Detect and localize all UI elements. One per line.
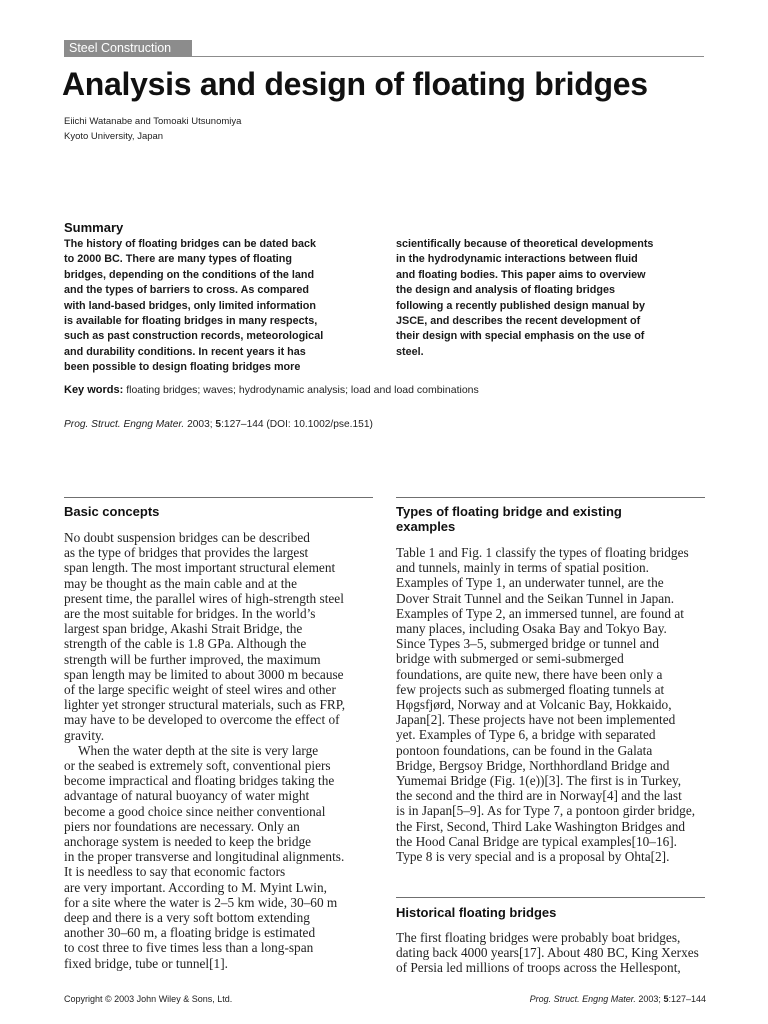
text-line: piers nor foundations are necessary. Only an <box>64 818 300 834</box>
affiliation: Kyoto University, Japan <box>64 131 164 142</box>
text-line: Dover Strait Tunnel and the Seikan Tunnel in Japan. <box>396 590 675 606</box>
historical-body <box>396 930 708 976</box>
text-line: in the proper transverse and longitudinal alignments. <box>64 849 345 865</box>
text-line: become a good choice since neither conventional <box>64 803 326 819</box>
text-line: It is needless to say that economic factors <box>64 864 286 880</box>
text-line: fixed bridge, tube or tunnel[1]. <box>64 955 228 971</box>
citation-journal: Prog. Struct. Engng Mater. <box>64 419 185 430</box>
text-line: Table 1 and Fig. 1 classify the types of floating bridges <box>396 545 689 560</box>
text-line: anchorage system is needed to keep the bridge <box>64 834 312 850</box>
text-line: is in Japan[5–9]. As for Type 7, a pontoon girder bridge, <box>396 803 696 819</box>
text-line: may be thought as the main cable and at the <box>64 575 297 591</box>
text-line: Bridge, Bergsoy Bridge, Northhordland Bridge and <box>396 757 670 773</box>
citation-pages: :127–144 (DOI: 10.1002/pse.151) <box>221 419 373 430</box>
text-line: largest span bridge, Akashi Strait Bridge, the <box>64 621 303 637</box>
summary-heading: Summary <box>64 220 124 235</box>
text-line: may have to be developed to overcome the effect of <box>64 712 340 728</box>
text-line: to cost three to five times less than a long-span <box>64 940 314 956</box>
keywords-text: floating bridges; waves; hydrodynamic analysis; load and load combinations <box>126 384 479 396</box>
text-line: to 2000 BC. There are many types of floating <box>64 253 292 266</box>
text-line: with land-based bridges, only limited information <box>64 299 316 312</box>
summary-left-column <box>64 237 382 376</box>
author-block <box>64 114 241 144</box>
section-tag: Steel Construction <box>64 40 192 57</box>
basic-concepts-heading: Basic concepts <box>64 504 160 519</box>
text-line: deep and there is a very soft bottom extending <box>64 910 310 926</box>
text-line: following a recently published design manual by <box>396 299 645 312</box>
text-line: pontoon foundations, can be found in the Galata <box>396 742 653 758</box>
text-line: steel. <box>396 345 424 358</box>
text-line: or the seabed is extremely soft, conventional piers <box>64 758 331 774</box>
citation-volume: 5 <box>215 419 222 430</box>
text-line: Type 8 is very special and is a proposal by Ohta[2]. <box>396 849 670 865</box>
citation <box>64 419 373 430</box>
text-line: the second and the third are in Norway[4] and the last <box>396 788 682 804</box>
text-line: No doubt suspension bridges can be described <box>64 530 310 545</box>
text-line: gravity. <box>64 727 105 743</box>
text-line: Hφgsfjørd, Norway and at Volcanic Bay, Hokkaido, <box>396 697 672 713</box>
text-line: Examples of Type 2, an immersed tunnel, are found at <box>396 605 684 621</box>
text-line: is available for floating bridges in many respects, <box>64 315 318 328</box>
text-line: examples <box>396 519 456 534</box>
header-rule <box>64 56 704 57</box>
text-line: Since Types 3–5, submerged bridge or tunnel and <box>396 636 659 652</box>
text-line: yet. Examples of Type 6, a bridge with separated <box>396 727 656 743</box>
keywords-label: Key words: <box>64 384 124 396</box>
footer-volume: 5 <box>663 994 669 1004</box>
text-line: The first floating bridges were probably boat bridges, <box>396 930 681 945</box>
footer-journal: Prog. Struct. Engng Mater. <box>529 994 636 1004</box>
text-line: foundations, are quite new, there have been only a <box>396 666 663 682</box>
text-line: dating back 4000 years[17]. About 480 BC, King Xerxes <box>396 945 699 961</box>
text-line: the design and analysis of floating bridges <box>396 284 615 297</box>
text-line: and tunnels, mainly in terms of spatial position. <box>396 560 649 576</box>
text-line: in the hydrodynamic interactions between fluid <box>396 253 638 266</box>
authors: Eiichi Watanabe and Tomoaki Utsunomiya <box>64 116 242 127</box>
footer-copyright: Copyright © 2003 John Wiley & Sons, Ltd. <box>64 994 233 1004</box>
text-line: another 30–60 m, a floating bridge is estimated <box>64 925 316 941</box>
text-line: present time, the parallel wires of high-strength steel <box>64 590 344 606</box>
text-line: such as past construction records, meteorological <box>64 330 324 343</box>
footer-pages: :127–144 <box>668 994 706 1004</box>
text-line: span length may be limited to about 3000 m because <box>64 666 344 682</box>
right-column-rule-2 <box>396 897 705 898</box>
basic-concepts-paragraph-2 <box>64 743 376 971</box>
text-line: as the type of bridges that provides the largest <box>64 545 309 561</box>
text-line: bridges, depending on the conditions of the land <box>64 268 315 281</box>
text-line: JSCE, and describes the recent development of <box>396 315 641 328</box>
text-line: span length. The most important structural element <box>64 560 336 576</box>
text-line: Types of floating bridge and existing <box>396 504 622 519</box>
text-line: for a site where the water is 2–5 km wide, 30–60 m <box>64 894 338 910</box>
basic-concepts-paragraph-1 <box>64 530 376 743</box>
keywords <box>64 384 479 396</box>
text-line: are very important. According to M. Myint Lwin, <box>64 879 327 895</box>
historical-heading: Historical floating bridges <box>396 905 557 920</box>
text-line: of the large specific weight of steel wires and other <box>64 682 336 698</box>
types-heading <box>396 504 622 534</box>
text-line: Japan[2]. These projects have not been implemented <box>396 712 676 728</box>
text-line: and floating bodies. This paper aims to overview <box>396 268 646 281</box>
text-line: are the most suitable for bridges. In the world’s <box>64 606 316 622</box>
left-column-rule <box>64 497 373 498</box>
citation-year: 2003; <box>187 419 213 430</box>
text-line: lighter yet stronger structural materials, such as FRP, <box>64 697 346 713</box>
text-line: When the water depth at the site is very large <box>78 742 319 758</box>
text-line: been possible to design floating bridges more <box>64 361 301 374</box>
text-line: Examples of Type 1, an underwater tunnel, are the <box>396 575 664 591</box>
text-line: strength of the cable is 1.8 GPa. Although the <box>64 636 307 652</box>
basic-concepts-body <box>64 530 376 971</box>
text-line: strength will be further improved, the maximum <box>64 651 321 667</box>
types-body <box>396 545 708 864</box>
text-line: and durability conditions. In recent years it has <box>64 345 306 358</box>
right-column-rule-1 <box>396 497 705 498</box>
footer-year: 2003; <box>638 994 661 1004</box>
text-line: few projects such as submerged floating tunnels at <box>396 681 665 697</box>
text-line: Yumemai Bridge (Fig. 1(e))[3]. The first is in Turkey, <box>396 773 682 789</box>
text-line: of Persia led millions of troops across the Hellespont, <box>396 960 681 976</box>
text-line: the First, Second, Third Lake Washington Bridges and <box>396 818 686 834</box>
footer-citation <box>530 994 706 1004</box>
text-line: advantage of natural buoyancy of water might <box>64 788 310 804</box>
text-line: and the types of barriers to cross. As compared <box>64 284 310 297</box>
text-line: The history of floating bridges can be dated back <box>64 238 316 250</box>
text-line: the Hood Canal Bridge are typical examples[10–16]. <box>396 833 677 849</box>
paper-title: Analysis and design of floating bridges <box>62 66 648 102</box>
text-line: their design with special emphasis on the use of <box>396 330 645 343</box>
text-line: scientifically because of theoretical developments <box>396 238 654 250</box>
text-line: bridge with submerged or semi-submerged <box>396 651 624 667</box>
summary-right-column <box>396 237 712 360</box>
text-line: many places, including Osaka Bay and Tokyo Bay. <box>396 621 667 637</box>
text-line: become impractical and floating bridges taking the <box>64 773 335 789</box>
